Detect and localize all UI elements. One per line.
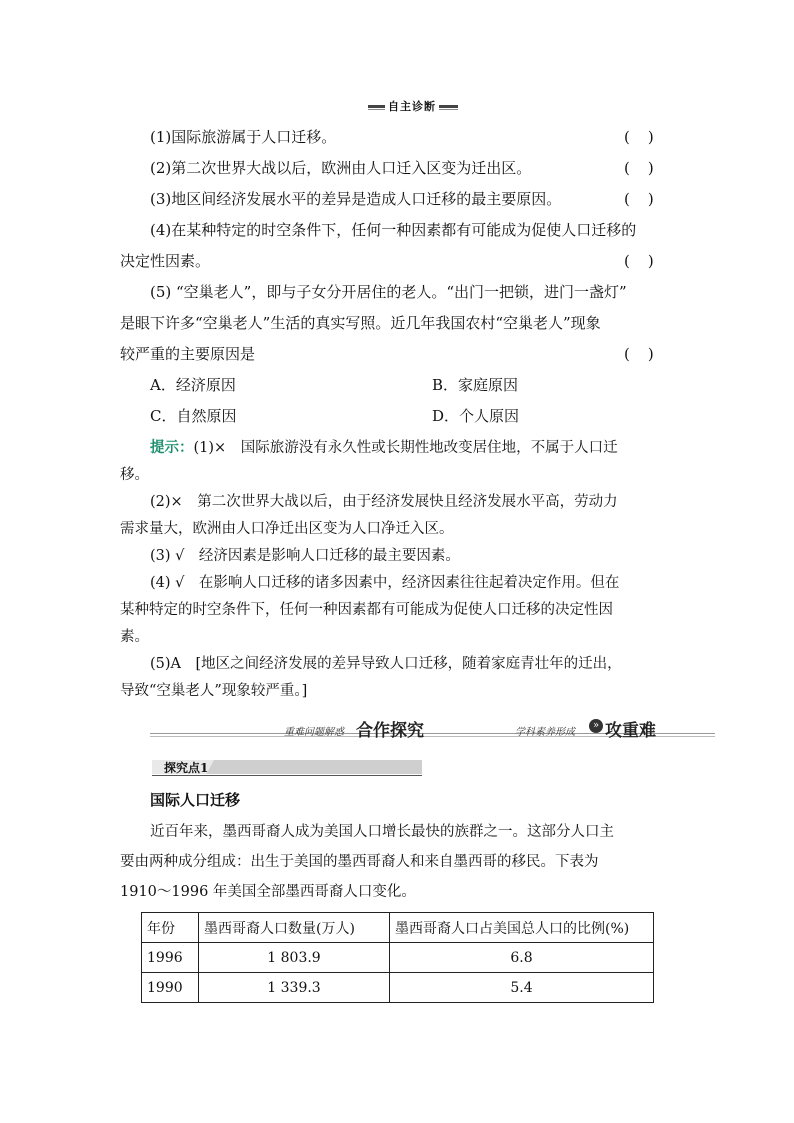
hint-5-line2: 导致“空巢老人”现象较严重。] <box>120 683 308 699</box>
hint-2-line1: (2)× 第二次世界大战以后，由于经济发展快且经济发展水平高，劳动力 <box>150 494 618 510</box>
question-1: (1)国际旅游属于人口迁移。 <box>150 128 337 146</box>
question-5-line2: 是眼下许多“空巢老人”生活的真实写照。近几年我国农村“空巢老人”现象 <box>120 314 601 332</box>
option-d: D．个人原因 <box>432 407 520 425</box>
passage-line3: 1910～1996 年美国全部墨西哥裔人口变化。 <box>120 884 416 900</box>
banner-title-a: 合作探究 <box>356 721 424 741</box>
section-banner <box>150 718 715 741</box>
section-header-label: 自主诊断 <box>385 98 439 114</box>
hint-5-line1: (5)A [地区之间经济发展的差异导致人口迁移，随着家庭青壮年的迁出， <box>150 656 622 672</box>
double-arrow-icon: » <box>589 719 603 733</box>
answer-blank-4: () <box>624 252 672 270</box>
banner-left-caption: 重难问题解惑 <box>284 727 344 738</box>
table-header-ratio: 墨西哥裔人口占美国总人口的比例(%) <box>390 913 654 943</box>
banner-right-caption: 学科素养形成 <box>515 727 575 738</box>
hint-2-line2: 需求量大，欧洲由人口净迁出区变为人口净迁入区。 <box>120 521 454 537</box>
answer-blank-3: () <box>624 190 672 208</box>
table-cell-year: 1990 <box>142 973 199 1003</box>
section-header <box>368 98 458 114</box>
hint-1-line2: 移。 <box>120 467 149 483</box>
table-row <box>142 943 654 973</box>
answer-blank-5: () <box>624 345 672 363</box>
hint-1-text: (1)× 国际旅游没有永久性或长期性地改变居住地，不属于人口迁 <box>193 440 618 456</box>
table-row <box>142 973 654 1003</box>
question-5-line3: 较严重的主要原因是 <box>120 345 256 363</box>
hint-3: (3) √ 经济因素是影响人口迁移的最主要因素。 <box>150 548 460 564</box>
question-3: (3)地区间经济发展水平的差异是造成人口迁移的最主要原因。 <box>150 190 562 208</box>
hint-4-line1: (4) √ 在影响人口迁移的诸多因素中，经济因素往往起着决定作用。但在 <box>150 575 620 591</box>
table-header-year: 年份 <box>142 913 199 943</box>
answer-blank-2: () <box>624 159 672 177</box>
table-header-row <box>142 913 654 943</box>
banner-title-b: 攻重难 <box>605 721 656 741</box>
question-2: (2)第二次世界大战以后，欧洲由人口迁入区变为迁出区。 <box>150 159 532 177</box>
question-5-line1: (5) “空巢老人”，即与子女分开居住的老人。“出门一把锁，进门一盏灯” <box>150 283 627 301</box>
hint-4-line3: 素。 <box>120 629 149 645</box>
option-b: B．家庭原因 <box>432 376 519 394</box>
inquiry-point-label: 探究点1 <box>164 761 209 775</box>
question-4-line2: 决定性因素。 <box>120 252 211 270</box>
answer-blank-1: () <box>624 128 672 146</box>
option-c: C．自然原因 <box>150 407 237 425</box>
inquiry-point-box <box>152 760 422 776</box>
table-cell-count: 1 339.3 <box>199 973 390 1003</box>
passage-line1: 近百年来，墨西哥裔人成为美国人口增长最快的族群之一。这部分人口主 <box>150 824 614 840</box>
hint-4-line2: 某种特定的时空条件下，任何一种因素都有可能成为促使人口迁移的决定性因 <box>120 602 613 618</box>
hint-label: 提示： <box>150 440 194 456</box>
table-cell-ratio: 6.8 <box>390 943 654 973</box>
population-table <box>141 912 654 1003</box>
table-cell-ratio: 5.4 <box>390 973 654 1003</box>
table-cell-year: 1996 <box>142 943 199 973</box>
topic-heading: 国际人口迁移 <box>150 791 241 809</box>
question-4-line1: (4)在某种特定的时空条件下，任何一种因素都有可能成为促使人口迁移的 <box>150 221 637 239</box>
option-a: A．经济原因 <box>150 376 236 394</box>
passage-line2: 要由两种成分组成：出生于美国的墨西哥裔人和来自墨西哥的移民。下表为 <box>120 854 599 870</box>
table-cell-count: 1 803.9 <box>199 943 390 973</box>
hint-1-line1 <box>150 438 710 458</box>
table-header-count: 墨西哥裔人口数量(万人) <box>199 913 390 943</box>
